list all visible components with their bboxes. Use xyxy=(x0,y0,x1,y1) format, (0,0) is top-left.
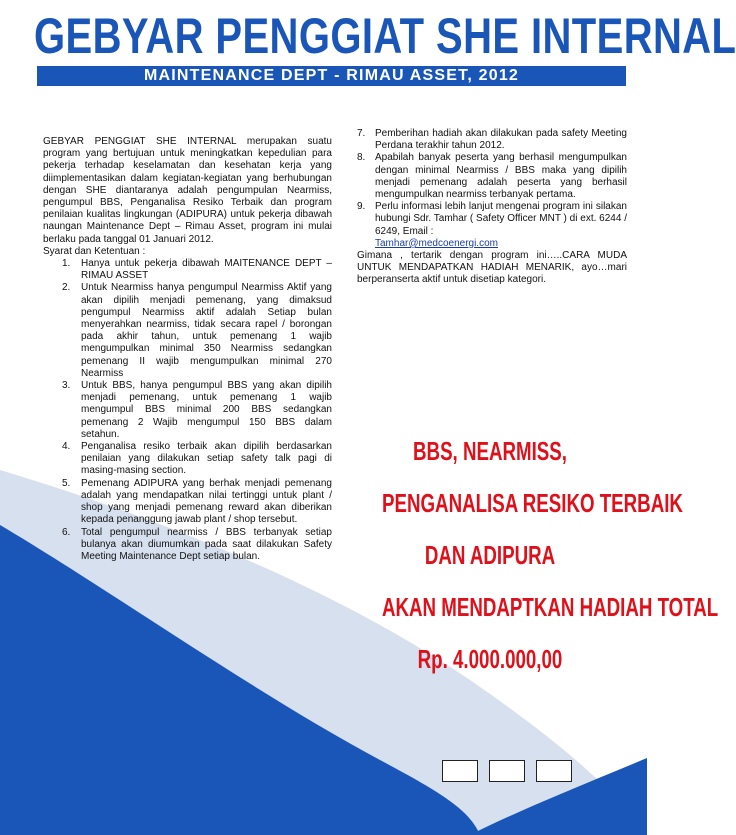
promo-line-2: PENGANALISA RESIKO TERBAIK xyxy=(382,488,683,518)
terms-item-text: Untuk BBS, hanya pengumpul BBS yang akan dipilih menjadi pemenang, untuk pemenang 1 wajib mengumpul BBS minimal 200 BBS sedangkan pemenang 2 Wajib mengumpul 150 BBS dalam setahun. xyxy=(81,380,332,440)
promo-line-3: DAN ADIPURA xyxy=(424,540,556,570)
terms-item-text: Hanya untuk pekerja dibawah MAITENANCE DEPT – RIMAU ASSET xyxy=(81,258,332,282)
closing-paragraph: Gimana , tertarik dengan program ini…..CARA MUDA UNTUK MENDAPATKAN HADIAH MENARIK, ayo…mari berperanserta aktif untuk disetiap kategori. xyxy=(357,250,627,286)
subtitle-banner xyxy=(37,66,626,86)
terms-item-number: 9. xyxy=(357,201,366,213)
footer-boxes xyxy=(442,760,572,782)
terms-item-number: 1. xyxy=(62,258,71,270)
terms-item-text: Pemberihan hadiah akan dilakukan pada safety Meeting Perdana terakhir tahun 2012. xyxy=(375,128,627,152)
terms-item-4 xyxy=(43,441,332,478)
terms-item-text: Apabilah banyak peserta yang berhasil mengumpulkan dengan minimal Nearmiss / BBS maka yang dipilih menjadi pemenang adalah peserta yang berhasil mengumpulkan nearmiss terbanyak pertama. xyxy=(375,152,627,201)
terms-item-7 xyxy=(357,128,627,152)
terms-item-text: Total pengumpul nearmiss / BBS terbanyak setiap bulanya akan diumumkan pada saat dilakukan Safety Meeting Maintenance Dept setiap bulan. xyxy=(81,526,332,562)
terms-item-3 xyxy=(43,380,332,441)
terms-item-number: 7. xyxy=(357,128,366,139)
terms-item-number: 5. xyxy=(62,477,71,489)
terms-item-2 xyxy=(43,282,332,380)
terms-item-1 xyxy=(43,258,332,282)
right-column xyxy=(357,128,627,287)
left-column xyxy=(43,136,332,563)
terms-list-left xyxy=(43,258,332,563)
terms-item-number: 8. xyxy=(357,152,366,164)
terms-list-right xyxy=(357,128,627,250)
terms-item-9 xyxy=(357,201,627,250)
terms-item-5 xyxy=(43,478,332,527)
terms-item-number: 2. xyxy=(62,282,71,294)
prize-announcement xyxy=(340,425,719,685)
terms-item-text: Untuk Nearmiss hanya pengumpul Nearmiss Aktif yang akan dipilih menjadi pemenang, yang dimaksud pengumpul Nearmiss aktif adalah Setiap bulan menyerahkan nearmiss, tidak secara rapel / borongan pada akhir tahun, untuk pemenang 1 wajib mengumpulkan minimal 350 Nearmiss sedangkan pemenang II wajib mengumpulkan minimal 270 Nearmiss xyxy=(81,282,332,379)
terms-item-text: Penganalisa resiko terbaik akan dipilih berdasarkan penilaian yang dilakukan setiap safety talk pagi di masing-masing section. xyxy=(81,441,332,477)
terms-item-text: Perlu informasi lebih lanjut mengenai program ini silakan hubungi Sdr. Tamhar ( Safety Officer MNT ) di ext. 6244 / 6249, Email : xyxy=(375,201,627,237)
terms-item-8 xyxy=(357,152,627,201)
page-title: GEBYAR PENGGIAT SHE INTERNAL xyxy=(34,8,736,64)
empty-box xyxy=(442,760,478,782)
empty-box xyxy=(489,760,525,782)
subtitle-text: MAINTENANCE DEPT - RIMAU ASSET, 2012 xyxy=(143,67,520,84)
contact-email-link[interactable]: Tamhar@medcoenergi.com xyxy=(375,237,498,249)
promo-line-1: BBS, NEARMISS, xyxy=(413,436,567,466)
terms-item-number: 3. xyxy=(62,380,71,392)
intro-paragraph: GEBYAR PENGGIAT SHE INTERNAL merupakan suatu program yang bertujuan untuk meningkatkan kepedulian para pekerja terhadap keselamatan dan kesehatan kerja yang diimplementasikan dalam kegiatan-kegiatan yang berhubungan dengan SHE diantaranya adalah pengumpulan Nearmiss, pengumpul BBS, Penganalisa Resiko Terbaik dan program penilaian kualitas lingkungan (ADIPURA) untuk pekerja dibawah naungan Maintenance Dept – Rimau Asset, program ini mulai berlaku pada tanggal 01 Januari 2012. xyxy=(43,136,332,245)
promo-line-4: AKAN MENDAPTKAN HADIAH TOTAL xyxy=(382,592,719,622)
terms-item-number: 4. xyxy=(62,441,71,453)
terms-heading: Syarat dan Ketentuan : xyxy=(43,245,146,257)
terms-item-6 xyxy=(43,527,332,564)
terms-item-text: Pemenang ADIPURA yang berhak menjadi pemenang adalah yang mendapatkan nilai tertinggi untuk plant / shop yang menjadi pemenang reward akan diberikan kepada penanggung jawab plant / shop tersebut. xyxy=(81,477,332,526)
promo-line-5: Rp. 4.000.000,00 xyxy=(417,644,563,674)
terms-item-number: 6. xyxy=(62,526,71,538)
empty-box xyxy=(536,760,572,782)
